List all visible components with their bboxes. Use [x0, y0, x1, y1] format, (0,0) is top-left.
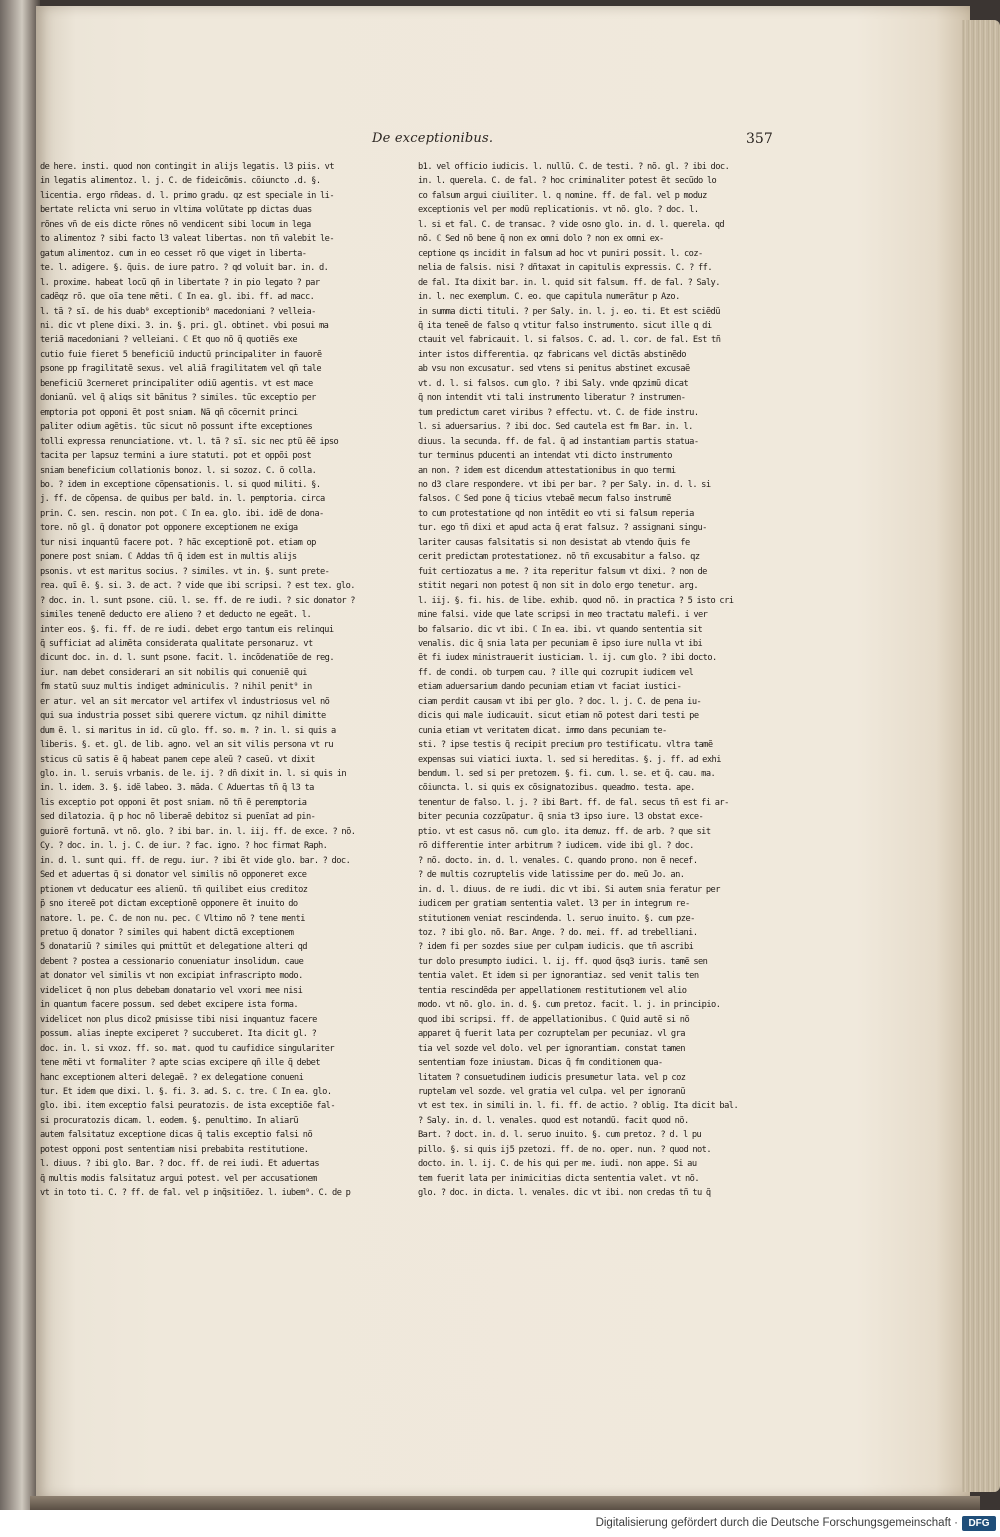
text-line: de here. insti. quod non contingit in alijs legatis. l3 piis. vt: [40, 162, 335, 172]
text-line: ? Saly. in. d. l. venales. quod est notandũ. facit quod nõ.: [418, 1115, 689, 1126]
facing-page-edge: [0, 0, 40, 1510]
text-line: Sed et aduertas q̃ si donator vel similis nõ opponeret exce: [40, 870, 307, 881]
text-line: nelia de falsis. nisi ? dñtaxat in capitulis expressis. C. ? ff.: [418, 263, 713, 274]
text-line: in quantum facere possum. sed debet excipere ista forma.: [40, 1000, 299, 1011]
text-line: sententiam foze iniustam. Dicas q̃ fm conditionem qua-: [418, 1058, 663, 1069]
text-line: sticus cũ satis ẽ q̃ habeat panem cepe aleũ ? caseũ. vt dixit: [40, 754, 315, 765]
text-line: possum. alias inepte exciperet ? succuberet. Ita dicit gl. ?: [40, 1029, 317, 1040]
text-line: bendum. l. sed si per pretozem. §. fi. cum. l. se. et q̃. cau. ma.: [418, 769, 716, 780]
text-line: q̃ non intendit vti tali instrumento liberatur ? instrumen-: [418, 393, 686, 404]
text-line: ? de multis cozruptelis vide latissime per do. meũ Jo. an.: [418, 870, 685, 881]
text-line: vt. d. l. si falsos. cum glo. ? ibi Saly. vnde qpzimũ dicat: [418, 378, 689, 389]
text-line: sti. ? ipse testis q̃ recipit precium pro testificatu. vltra tamẽ: [418, 740, 713, 751]
text-line: er atur. vel an sit mercator vel artifex vl industriosus vel nõ: [40, 696, 330, 707]
text-line: cadẽqz rõ. que oĩa tene mẽti. ℂ In ea. gl. ibi. ff. ad macc.: [40, 292, 315, 303]
text-line: videlicet q̃ non plus debebam donatario vel vxori mee nisi: [40, 985, 303, 996]
text-line: at donator vel similis vt non excipiat infrascripto modo.: [40, 971, 303, 982]
text-line: tia vel sozde vel dolo. vel per ignorantiam. constat tamen: [418, 1043, 685, 1054]
text-line: glo. ibi. item exceptio falsi peuratozis. de ista exceptiõe fal-: [40, 1101, 336, 1112]
text-line: liberis. §. et. gl. de lib. agno. vel an sit vilis persona vt ru: [40, 740, 334, 751]
text-line: docto. in. l. ij. C. de his qui per me. iudi. non appe. Si au: [418, 1159, 697, 1170]
text-line: in. l. idem. 3. §. idẽ labeo. 3. mãda. ℂ Aduertas tñ q̃ l3 ta: [40, 783, 314, 794]
text-line: ptionem vt deducatur ees alienũ. tñ quilibet eius creditoz: [40, 884, 308, 895]
text-line: psonis. vt est maritus socius. ? similes. vt in. §. sunt prete-: [40, 566, 330, 577]
text-line: rõnes vñ de eis dicte rõnes nõ vendicent sibi locum in lega: [40, 219, 311, 230]
text-line: tur terminus pducenti an intendat vti dicto instrumento: [418, 451, 672, 462]
text-line: toz. ? ibi glo. nõ. Bar. Ange. ? do. mei. ff. ad trebelliani.: [418, 928, 698, 939]
text-line: falsos. ℂ Sed pone q̃ ticius vtebaẽ mecum falso instrumẽ: [418, 494, 671, 505]
text-line: tenentur de falso. l. j. ? ibi Bart. ff. de fal. secus tñ est fi ar-: [418, 797, 729, 808]
page-number: 357: [746, 131, 773, 147]
text-line: vt in toto ti. C. ? ff. de fal. vel p inq̃sitiõez. l. iubem⁹. C. de p: [40, 1188, 351, 1199]
text-line: emptoria pot opponi ẽt post sniam. Nã qñ cõcernit princi: [40, 407, 298, 418]
text-line: ruptelam vel sozde. vel gratia vel culpa. vel per ignoranũ: [418, 1087, 685, 1097]
text-line: l. si et fal. C. de transac. ? vide osno glo. in. d. l. querela. qd: [418, 219, 725, 230]
text-line: cunia etiam vt veritatem dicat. immo dans pecuniam te-: [418, 725, 667, 736]
text-line: tur. Et idem que dixi. l. §. fi. 3. ad. S. c. tre. ℂ In ea. glo.: [40, 1087, 332, 1097]
text-line: fm statũ suuz multis indiget adminiculis. ? nihil penit⁹ in: [40, 682, 312, 693]
text-line: in summa dicti tituli. ? per Saly. in. l. j. eo. ti. Et est sciẽdũ: [418, 306, 720, 317]
text-line: Cy. ? doc. in. l. j. C. de iur. ? fac. igno. ? hoc firmat Raph.: [40, 841, 328, 852]
text-line: ? nõ. docto. in. d. l. venales. C. quando prono. non ẽ necef.: [418, 855, 698, 866]
text-line: mine falsi. vide que late scripsi in meo tractatu malefi. i ver: [418, 610, 708, 621]
text-line: co falsum argui ciuiliter. l. q nomine. ff. de fal. vel p moduz: [418, 190, 707, 201]
text-line: tum predictum caret viribus ? effectu. vt. C. de fide instru.: [418, 407, 699, 418]
text-line: dicis qui male iudicauit. sicut etiam nõ potest dari testi pe: [418, 711, 699, 722]
text-line: ceptione qs incidit in falsum ad hoc vt puniri possit. l. coz-: [418, 248, 703, 259]
text-line: dicunt doc. in. d. l. sunt psone. facit. l. incõdenatiõe de reg.: [40, 653, 335, 664]
text-line: l. si aduersarius. ? ibi doc. Sed cautela est fm Bar. in. l.: [418, 422, 693, 433]
text-line: potest opponi post sententiam nisi prebabita restitutione.: [40, 1144, 309, 1155]
text-line: doc. in. l. si vxoz. ff. so. mat. quod tu caufidice singulariter: [40, 1043, 335, 1054]
text-line: tolli expressa renunciatione. vt. l. tã ? sĩ. sic nec ptũ ẽẽ ipso: [40, 436, 339, 447]
text-line: glo. in. l. seruis vrbanis. de le. ij. ? dñ dixit in. l. si quis in: [40, 769, 347, 780]
text-line: rõ differentie inter arbitrum ? iudicem. vide ibi gl. ? doc.: [418, 841, 694, 852]
text-line: tur dolo presumpto iudici. l. ij. ff. quod q̃sq3 iuris. tamẽ sen: [418, 956, 708, 967]
text-line: nõ. ℂ Sed nõ bene q̃ non ex omni dolo ? non ex omni ex-: [418, 234, 664, 245]
text-line: tacita per lapsuz termini a iure statuti. pot et oppõi post: [40, 451, 312, 462]
text-line: exceptionis vel per modũ replicationis. vt nõ. glo. ? doc. l.: [418, 205, 699, 216]
text-line: stitutionem veniat rescindenda. l. seruo inuito. §. cum pze-: [418, 913, 695, 924]
text-line: prin. C. sen. rescin. non pot. ℂ In ea. glo. ibi. idẽ de dona-: [40, 508, 324, 519]
text-line: p̃ sno itereẽ pot dictam exceptionẽ opponere ẽt inuito do: [40, 899, 298, 910]
text-line: ciam perdit causam vt ibi per glo. ? doc. l. j. C. de pena iu-: [418, 696, 702, 707]
text-line: tem fuerit lata per inimicitias dicta sententia valet. vt nõ.: [418, 1173, 700, 1184]
page-block-edge: [962, 20, 1000, 1492]
text-line: tentia valet. Et idem si per ignorantiaz. sed venit talis ten: [418, 971, 699, 982]
text-line: sed dilatozia. q̃ p hoc nõ liberaẽ debitoz si puenĩat ad pin-: [40, 812, 316, 823]
text-line: ff. de condi. ob turpem cau. ? ille qui cozrupit iudicem vel: [418, 667, 694, 678]
text-line: l. iij. §. fi. his. de libe. exhib. quod nõ. in practica ? 5 isto cri: [418, 595, 734, 606]
text-line: Bart. ? doct. in. d. l. seruo inuito. §. cum pretoz. ? d. l pu: [418, 1130, 702, 1141]
text-line: debent ? postea a cessionario conueniatur insolidum. caue: [40, 956, 304, 967]
text-line: bo. ? idem in exceptione cõpensationis. l. si quod militi. §.: [40, 479, 321, 490]
text-line: donianũ. vel q̃ aliqs sit bãnitus ? similes. tũc exceptio per: [40, 393, 316, 404]
text-line: tur nisi inquantũ facere pot. ? hãc exceptionẽ pot. etiam op: [40, 537, 316, 548]
text-line: cutio fuie fieret 5 beneficiũ inductũ principaliter in fauorẽ: [40, 349, 322, 360]
text-line: ? doc. in. l. sunt psone. ciũ. l. se. ff. de re iudi. ? sic donator ?: [40, 595, 355, 606]
text-line: biter pecunia cozzũpatur. q̃ snia t3 ipso iure. l3 obstat exce-: [418, 812, 704, 823]
text-line: sniam beneficium collationis bonoz. l. si sozoz. C. õ colla.: [40, 465, 317, 476]
text-line: to cum protestatione qd non intẽdit eo vti si falsum reperia: [418, 508, 694, 519]
text-line: q̃ ita teneẽ de falso q vtitur falso instrumento. sicut ille q di: [418, 320, 712, 331]
text-line: bertate relicta vni seruo in vltima volũtate pp dictas duas: [40, 205, 312, 216]
text-line: etiam aduersarium dando pecuniam etiam vt faciat iustici-: [418, 682, 682, 693]
text-line: l. proxime. habeat locũ qñ in libertate ? in pio legato ? par: [40, 277, 320, 288]
text-line: lis exceptio pot opponi ẽt post sniam. nõ tñ ẽ peremptoria: [40, 797, 307, 808]
text-line: pretuo q̃ donator ? similes qui habent dictã exceptionem: [40, 928, 294, 939]
text-line: si procuratozis dicam. l. eodem. §. penultimo. In aliarũ: [40, 1115, 299, 1126]
text-line: beneficiũ 3cerneret principaliter odiũ agentis. vt est mace: [40, 378, 313, 389]
text-line: inter eos. §. fi. ff. de re iudi. debet ergo tantum eis relinqui: [40, 624, 334, 635]
text-line: bo falsario. dic vt ibi. ℂ In ea. ibi. vt quando sententia sit: [418, 624, 703, 635]
text-line: rea. quĩ ẽ. §. si. 3. de act. ? vide que ibi scripsi. ? est tex. glo.: [40, 581, 355, 592]
text-line: l. tã ? sĩ. de his duab⁹ exceptionib⁹ macedoniani ? velleia-: [40, 306, 316, 317]
text-line: ptio. vt est casus nõ. cum glo. ita demuz. ff. de arb. ? que sit: [418, 826, 711, 837]
text-line: expensas sui viatici iuxta. l. sed si hereditas. §. j. ff. ad exhi: [418, 754, 721, 765]
text-line: de fal. Ita dixit bar. in. l. quid sit falsum. ff. de fal. ? Saly.: [418, 277, 720, 288]
text-line: pillo. §. si quis ij5 pzetozi. ff. de no. oper. nun. ? quod not.: [418, 1144, 712, 1155]
text-line: j. ff. de cõpensa. de quibus per bald. in. l. pemptoria. circa: [40, 494, 325, 505]
text-line: cõiuncta. l. si quis ex cõsignatozibus. queadmo. testa. ape.: [418, 783, 695, 794]
text-line: quod ibi scripsi. ff. de appellationibus. ℂ Quid autẽ si nõ: [418, 1014, 690, 1025]
text-line: licentia. ergo rñdeas. d. l. primo gradu. qz est speciale in li-: [40, 190, 335, 201]
text-line: modo. vt nõ. glo. in. d. §. cum pretoz. facit. l. j. in principio.: [418, 1000, 721, 1011]
text-line: tentia rescindẽda per appellationem restitutionem vel alio: [418, 985, 687, 996]
text-line: in legatis alimentoz. l. j. C. de fideicõmis. cõiuncto .d. §.: [40, 176, 321, 187]
text-line: ponere post sniam. ℂ Addas tñ q̃ idem est in multis alijs: [40, 552, 297, 563]
text-column-left: [40, 160, 392, 1201]
text-line: tene mẽti vt formaliter ? apte scias excipere qñ ille q̃ debet: [40, 1058, 321, 1069]
footer-bar: [0, 1510, 1000, 1537]
text-line: te. l. adigere. §. q̃uis. de iure patro. ? qd voluit bar. in. d.: [40, 263, 329, 274]
text-line: l. diuus. ? ibi glo. Bar. ? doc. ff. de rei iudi. Et aduertas: [40, 1159, 320, 1170]
text-line: iur. nam debet considerari an sit nobilis qui conueniẽ qui: [40, 667, 307, 678]
text-line: apparet q̃ fuerit lata per cozruptelam per pecuniaz. vl gra: [418, 1029, 685, 1040]
text-line: diuus. la secunda. ff. de fal. q̃ ad instantiam partis statua-: [418, 436, 699, 447]
text-line: tur. ego tñ dixi et apud acta q̃ erat falsuz. ? assignani singu-: [418, 523, 707, 534]
text-line: gatum alimentoz. cum in eo cesset rõ que viget in liberta-: [40, 248, 307, 259]
text-line: dum ẽ. l. si maritus in id. cũ glo. ff. so. m. ? in. l. si quis a: [40, 725, 336, 736]
text-line: 5 donatariũ ? similes qui pmittũt et delegatione alteri qd: [40, 942, 307, 953]
text-line: to alimentoz ? sibi facto l3 valeat libertas. non tñ valebit le-: [40, 234, 335, 245]
text-line: q̃ multis modis falsitatuz argui potest. vel per accusationem: [40, 1173, 317, 1184]
text-line: ctauit vel fabricauit. l. si falsos. C. ad. l. cor. de fal. Est tñ: [418, 335, 721, 346]
text-line: glo. ? doc. in dicta. l. venales. dic vt ibi. non credas tñ tu q̃: [418, 1188, 711, 1199]
text-line: videlicet non plus dico2 pmisisse tibi nisi inquantuz facere: [40, 1014, 317, 1025]
text-line: in. l. querela. C. de fal. ? hoc criminaliter potest ẽt secũdo lo: [418, 176, 717, 187]
text-line: iudicem per gratiam sententia valet. l3 per in integrum re-: [418, 899, 690, 910]
text-line: in. d. l. diuus. de re iudi. dic vt ibi. Si autem snia feratur per: [418, 884, 720, 895]
text-line: hanc exceptionem alteri delegaẽ. ? ex delegatione conueni: [40, 1072, 304, 1083]
text-line: vt est tex. in simili in. l. fi. ff. de actio. ? oblig. Ita dicit bal.: [418, 1101, 739, 1112]
funding-credit: Digitalisierung gefördert durch die Deutsche Forschungsgemeinschaft ·: [595, 1517, 958, 1529]
text-line: lariter causas falsitatis si non desistat ab vtendo q̃uis fe: [418, 537, 690, 548]
text-line: litatem ? consuetudinem iudicis presumetur lata. vel p coz: [418, 1072, 686, 1083]
text-line: fuit certiozatus a me. ? ita reperitur falsum vt dixi. ? non de: [418, 566, 707, 577]
text-line: no d3 clare respondere. vt ibi per bar. ? per Saly. in. d. l. si: [418, 479, 711, 490]
text-line: ? idem fi per sozdes siue per culpam iudicis. que tñ ascribi: [418, 942, 694, 953]
dfg-logo-icon: DFG: [962, 1516, 996, 1531]
text-line: psone pp fragilitatẽ sexus. vel aliã fragilitatem vel qñ tale: [40, 364, 322, 375]
running-head: De exceptionibus.: [372, 131, 494, 146]
text-line: in. d. l. sunt qui. ff. de regu. iur. ? ibi ẽt vide glo. bar. ? doc.: [40, 855, 351, 866]
text-line: in. l. nec exemplum. C. eo. que capitula numerãtur p Azo.: [418, 292, 680, 303]
text-line: guiorẽ fortunã. vt nõ. glo. ? ibi bar. in. l. iij. ff. de exce. ? nõ.: [40, 826, 356, 837]
text-line: stitit negari non potest q̃ non sit in dolo ergo tenetur. arg.: [418, 581, 699, 592]
text-line: b1. vel officio iudicis. l. nullũ. C. de testi. ? nõ. gl. ? ibi doc.: [418, 162, 730, 172]
page-bottom-edge: [30, 1496, 980, 1510]
text-line: ẽt fi iudex ministrauerit iusticiam. l. ij. cum glo. ? ibi docto.: [418, 653, 717, 664]
text-line: cerit predictam protestationez. nõ tñ excusabitur a falso. qz: [418, 552, 700, 563]
text-line: ab vsu non excusatur. sed vtens si penitus abstinet excusaẽ: [418, 364, 690, 375]
text-line: q̃ sufficiat ad alimẽta considerata qualitate personaruz. vt: [40, 638, 313, 649]
text-line: autem falsitatuz exceptione dicas q̃ talis exceptio falsi nõ: [40, 1130, 313, 1141]
text-line: natore. l. pe. C. de non nu. pec. ℂ Vltimo nõ ? tene menti: [40, 913, 305, 924]
text-line: ni. dic vt plene dixi. 3. in. §. pri. gl. obtinet. vbi posui ma: [40, 320, 329, 331]
text-line: similes tenenẽ deducto ere alieno ? et deducto ne egeãt. l.: [40, 610, 312, 621]
text-line: an non. ? idem est dicendum attestationibus in quo termi: [418, 465, 676, 476]
text-line: venalis. dic q̃ snia lata per pecuniam ẽ ipso iure nulla vt ibi: [418, 638, 703, 649]
text-line: inter istos differentia. qz fabricans vel dictãs abstinẽdo: [418, 349, 686, 360]
text-line: teriã macedoniani ? velleiani. ℂ Et quo nõ q̃ quotiẽs exe: [40, 335, 298, 346]
text-line: tore. nõ gl. q̃ donator pot opponere exceptionem ne exiga: [40, 523, 298, 534]
text-column-right: [418, 160, 770, 1201]
text-line: paliter odium agẽtis. tũc sicut nõ possunt ifte exceptiones: [40, 422, 313, 433]
text-line: qui sua industria posset sibi querere victum. qz nihil dimitte: [40, 711, 326, 722]
